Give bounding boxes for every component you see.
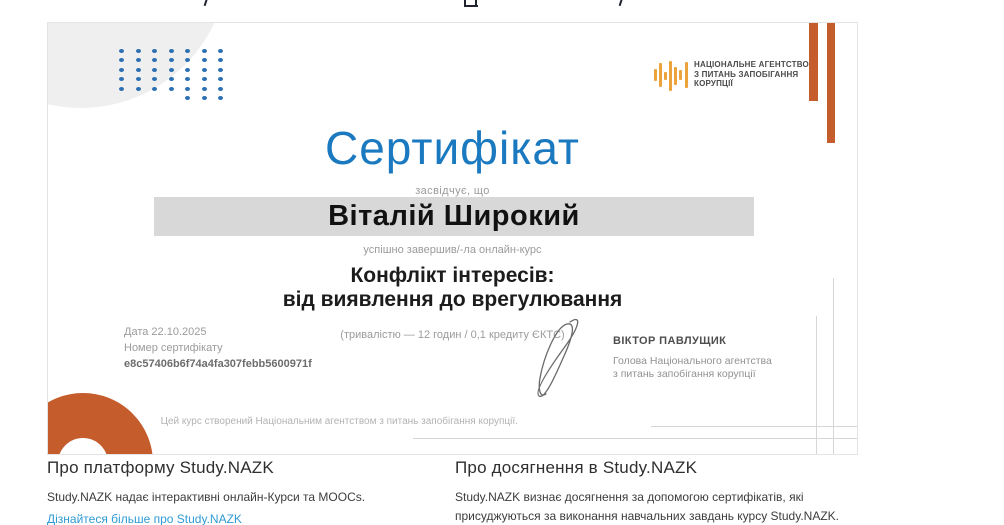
learn-more-link[interactable]: Дізнайтеся більше про Study.NAZK xyxy=(47,512,242,525)
nazk-logo-line: КОРУПЦІЇ xyxy=(694,79,733,88)
signer-title xyxy=(613,355,772,381)
course-creator-note: Цей курс створений Національним агентством з питань запобігання корупції. xyxy=(160,416,518,427)
course-title xyxy=(48,264,857,312)
about-achievements-heading: Про досягнення в Study.NAZK xyxy=(455,458,698,477)
cutoff-text-descender xyxy=(619,0,624,6)
cutoff-text-descender xyxy=(464,5,478,7)
signer-block xyxy=(613,335,772,381)
nazk-logo-line: З ПИТАНЬ ЗАПОБІГАННЯ xyxy=(694,69,799,79)
completed-label: успішно завершив/-ла онлайн-курс xyxy=(363,244,542,256)
certificate-meta xyxy=(124,326,312,374)
certificate-title: Сертифікат xyxy=(325,122,580,174)
about-platform-body: Study.NAZK надає інтерактивні онлайн-Курси та MOOCs. xyxy=(47,490,366,504)
recipient-name-bar xyxy=(154,197,754,236)
nazk-logo-line: НАЦІОНАЛЬНЕ АГЕНТСТВО xyxy=(694,60,809,69)
duration-note: (тривалістю — 12 годин / 0,1 кредиту ЄКТС) xyxy=(340,329,565,341)
course-title-line2: від виявлення до врегулювання xyxy=(282,288,623,311)
cutoff-text-descender xyxy=(204,0,209,6)
signer-title-line2: з питань запобігання корупції xyxy=(613,368,756,380)
certificate-number-label: Номер сертифікату xyxy=(124,342,223,354)
signer-name: ВІКТОР ПАВЛУЩИК xyxy=(613,335,727,347)
recipient-name: Віталій Широкий xyxy=(328,200,580,232)
about-platform-heading: Про платформу Study.NAZK xyxy=(47,458,274,477)
certificate-number: e8c57406b6f74a4fa307febb5600971f xyxy=(124,358,312,370)
certificate-card xyxy=(47,22,858,455)
certificate-date: Дата 22.10.2025 xyxy=(124,326,207,338)
about-achievements-body: Study.NAZK визнає досягнення за допомогою сертифікатів, які присуджуються за виконання навчальних завдань курсу Study.NAZK. xyxy=(455,490,839,523)
certificate-content xyxy=(48,23,857,454)
signature-scribble xyxy=(526,316,588,408)
signer-title-line1: Голова Національного агентства xyxy=(613,355,772,367)
about-achievements-column xyxy=(455,458,875,525)
course-title-line1: Конфлікт інтересів: xyxy=(350,264,555,287)
about-platform-column xyxy=(47,458,455,525)
certifies-label: засвідчує, що xyxy=(415,185,490,197)
about-section xyxy=(47,458,957,525)
